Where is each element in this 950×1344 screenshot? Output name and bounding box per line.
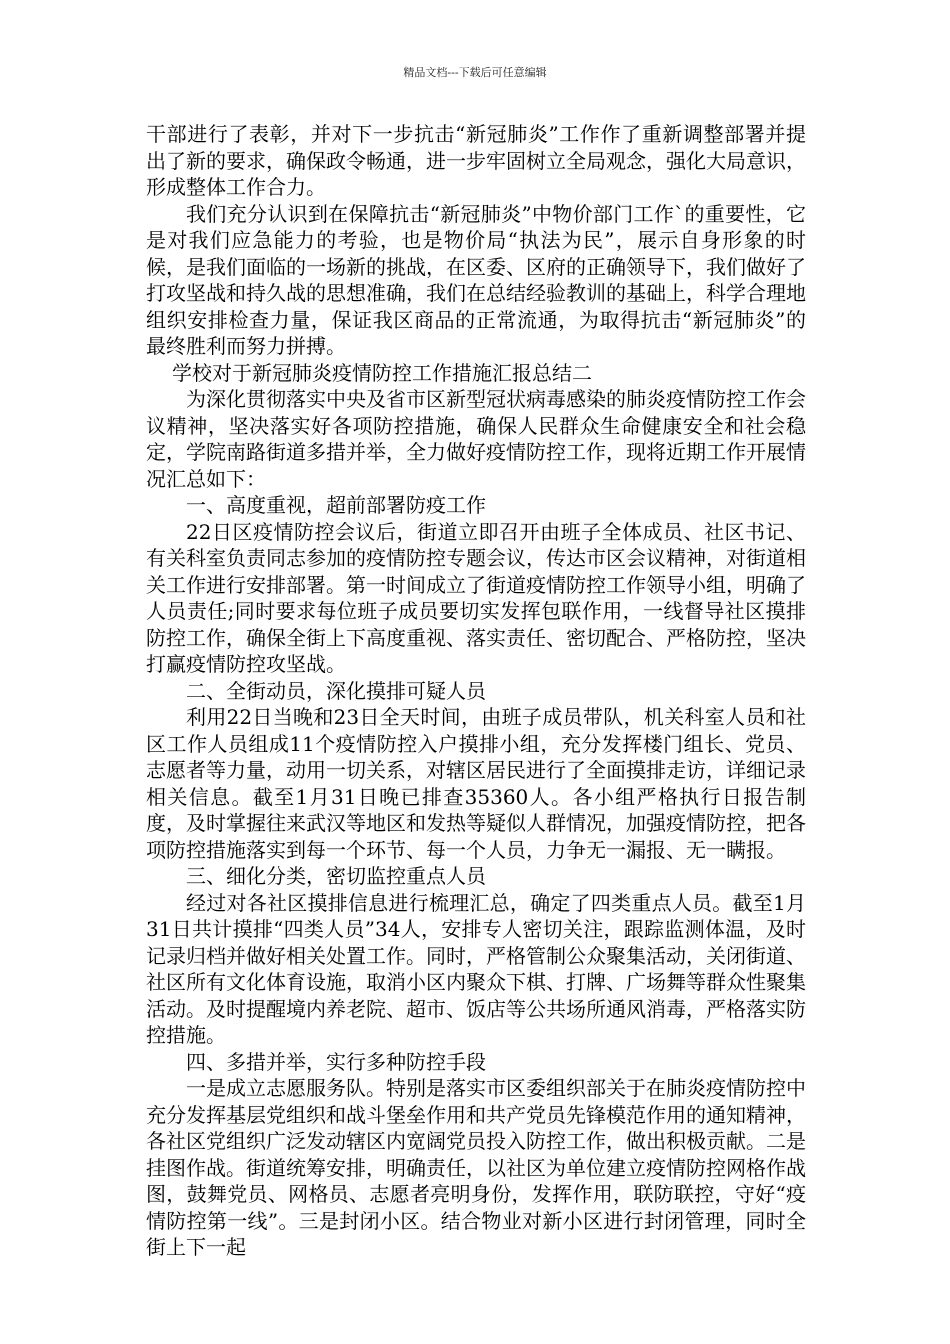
page-header: 精品文档---下载后可任意编辑 [403,66,547,79]
paragraph-continuation: 干部进行了表彰，并对下一步抗击“新冠肺炎”工作作了重新调整部署并提出了新的要求，确保政令畅通，进一步牢固树立全局观念，强化大局意识，形成整体工作合力。 [146,122,806,199]
section-heading-3: 三、细化分类，密切监控重点人员 [186,864,486,888]
section-title: 学校对于新冠肺炎疫情防控工作措施汇报总结二 [172,360,592,385]
paragraph: 利用22日当晚和23日全天时间，由班子成员带队，机关科室人员和社区工作人员组成11个疫情防控入户摸排小组，充分发挥楼门组长、党员、志愿者等力量，动用一切关系，对辖区居民进行了全面摸排走访，详细记录相关信息。截至1月31日晚已排查35360人。各小组严格执行日报告制度，及时掌握往来武汉等地区和发热等疑似人群情况，加强疫情防控，把各项防控措施落实到每一个环节、每一个人员，力争无一漏报、无一瞒报。 [146,705,806,862]
document-body [146,121,806,1261]
paragraph: 我们充分认识到在保障抗击“新冠肺炎”中物价部门工作`的重要性，它是对我们应急能力的考验，也是物价局“执法为民”，展示自身形象的时候，是我们面临的一场新的挑战，在区委、区府的正确领导下，我们做好了打攻坚战和持久战的思想准确，我们在总结经验教训的基础上，科学合理地组织安排检查力量，保证我区商品的正常流通，为取得抗击“新冠肺炎”的最终胜利而努力拼搏。 [146,201,806,358]
section-heading-1: 一、高度重视，超前部署防疫工作 [186,493,486,517]
paragraph: 一是成立志愿服务队。特别是落实市区委组织部关于在肺炎疫情防控中充分发挥基层党组织和战斗堡垒作用和共产党员先锋模范作用的通知精神，各社区党组织广泛发动辖区内宽阔党员投入防控工作，做出积极贡献。二是挂图作战。街道统筹安排，明确责任，以社区为单位建立疫情防控网格作战图，鼓舞党员、网格员、志愿者亮明身份，发挥作用，联防联控，守好“疫情防控第一线”。三是封闭小区。结合物业对新小区进行封闭管理，同时全街上下一起 [146,1076,806,1259]
paragraph: 经过对各社区摸排信息进行梳理汇总，确定了四类重点人员。截至1月31日共计摸排“四类人员”34人，安排专人密切关注，跟踪监测体温，及时记录归档并做好相关处置工作。同时，严格管制公众聚集活动，关闭街道、社区所有文化体育设施，取消小区内聚众下棋、打牌、广场舞等群众性聚集活动。及时提醒境内养老院、超市、饭店等公共场所通风消毒，严格落实防控措施。 [146,890,806,1047]
paragraph: 22日区疫情防控会议后，街道立即召开由班子全体成员、社区书记、有关科室负责同志参加的疫情防控专题会议，传达市区会议精神，对街道相关工作进行安排部署。第一时间成立了街道疫情防控工作领导小组，明确了人员责任;同时要求每位班子成员要切实发挥包联作用，一线督导社区摸排防控工作，确保全街上下高度重视、落实责任、密切配合、严格防控，坚决打赢疫情防控攻坚战。 [146,519,806,676]
section-heading-4: 四、多措并举，实行多种防控手段 [186,1049,486,1074]
section-heading-2: 二、全街动员，深化摸排可疑人员 [186,678,486,703]
paragraph: 为深化贯彻落实中央及省市区新型冠状病毒感染的肺炎疫情防控工作会议精神，坚决落实好各项防控措施，确保人民群众生命健康安全和社会稳定，学院南路街道多措并举，全力做好疫情防控工作，现将近期工作开展情况汇总如下： [146,387,806,491]
